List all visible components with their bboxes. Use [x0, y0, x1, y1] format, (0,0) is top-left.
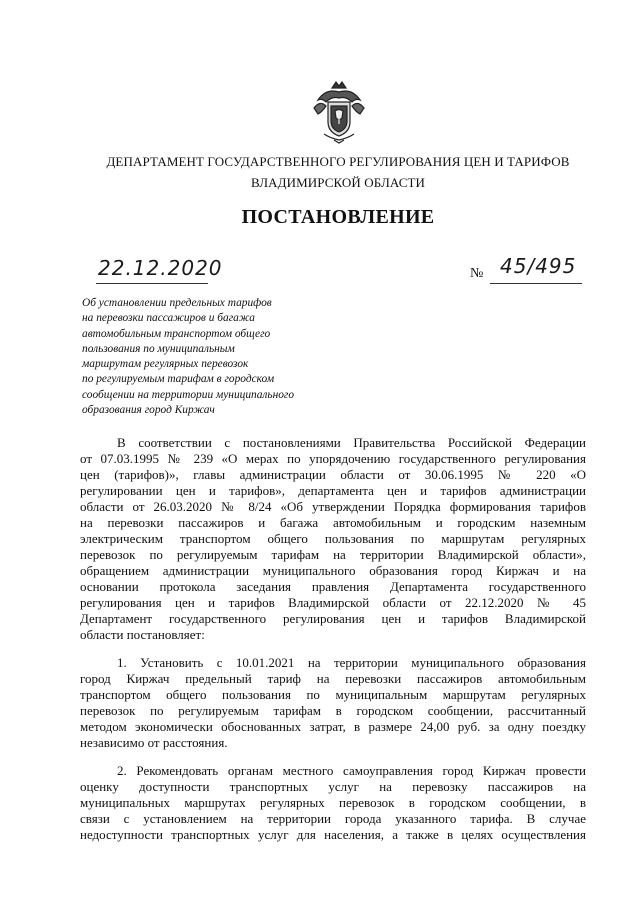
preamble-line: на перевозки пассажиров и багажа автомобильным и городским наземным	[80, 515, 586, 530]
item-2-line: 2. Рекомендовать органам местного самоуправления город Киржач провести	[117, 763, 586, 778]
preamble-line: основании протокола заседания правления Департамента государственного	[80, 579, 586, 594]
item-1-line: 1. Установить с 10.01.2021 на территории муниципального образования	[117, 655, 586, 670]
subject-line: по регулируемым тарифам в городском	[82, 373, 275, 386]
subject-line: автомобильным транспортом общего	[82, 327, 271, 340]
item-1-line: город Киржач предельный тариф на перевозки пассажиров автомобильным	[80, 671, 586, 686]
item-2-line: муниципальных маршрутах регулярных перевозок в городском сообщении, в	[80, 795, 586, 810]
preamble-line: перевозок по регулируемым тарифам на территории Владимирской области»,	[80, 547, 586, 562]
item-1-line: независимо от расстояния.	[80, 735, 228, 750]
number-sign: №	[470, 266, 484, 281]
item-1-line: транспортом общего пользования по муниципальным маршрутам регулярных	[80, 687, 586, 702]
department-name-line-2: ВЛАДИМИРСКОЙ ОБЛАСТИ	[250, 175, 426, 190]
item-1-line: перевозок по регулируемым тарифам в городском сообщении, рассчитанный	[80, 703, 586, 718]
item-2-line: недоступности транспортных услуг для населения, а также в целях осуществления	[80, 827, 586, 842]
preamble-line: Департамент государственного регулирования цен и тарифов Владимирской	[80, 611, 586, 626]
number-underline	[490, 283, 582, 284]
department-name-line-1: ДЕПАРТАМЕНТ ГОСУДАРСТВЕННОГО РЕГУЛИРОВАНИЯ ЦЕН И ТАРИФОВ	[106, 154, 570, 169]
preamble-line: обращением администрации муниципального образования город Киржач и на	[80, 563, 586, 578]
subject-line: маршрутам регулярных перевозок	[82, 358, 249, 371]
item-2-line: оценку доступности транспортных услуг на перевозку пассажиров на	[80, 779, 586, 794]
preamble-line: цен (тарифов)», главы администрации области от 30.06.1995 № 220 «О	[80, 467, 586, 482]
preamble-line: регулирования цен и тарифов Владимирской области от 22.12.2020 № 45	[80, 595, 586, 610]
subject-line: образования город Киржач	[82, 404, 215, 417]
document-title: ПОСТАНОВЛЕНИЕ	[241, 206, 435, 228]
handwritten-date: 22.12.2020	[98, 256, 223, 280]
preamble-line: электрическим транспортом общего пользования по маршрутам регулярных	[80, 531, 586, 546]
preamble-line: В соответствии с постановлениями Правительства Российской Федерации	[117, 435, 586, 450]
subject-line: сообщении на территории муниципального	[82, 388, 295, 401]
item-1-line: методом экономически обоснованных затрат, в размере 24,00 руб. за одну поездку	[80, 719, 586, 734]
subject-block	[82, 296, 342, 418]
subject-line: Об установлении предельных тарифов	[82, 297, 272, 309]
coat-of-arms-emblem	[312, 78, 366, 144]
date-underline	[96, 283, 208, 284]
preamble-line: области от 26.03.2020 № 8/24 «Об утверждении Порядка формирования тарифов	[80, 499, 586, 514]
subject-line: пользования по муниципальным	[82, 342, 235, 355]
handwritten-number: 45/495	[500, 254, 577, 278]
preamble-line: области постановляет:	[80, 627, 205, 642]
subject-line: на перевозки пассажиров и багажа	[82, 312, 255, 325]
item-2-line: связи с установлением на территории города указанного тарифа. В случае	[80, 811, 586, 826]
preamble-line: от 07.03.1995 № 239 «О мерах по упорядочению государственного регулирования	[80, 451, 586, 466]
preamble-line: регулировании цен и тарифов», департамента цен и тарифов администрации	[80, 483, 586, 498]
